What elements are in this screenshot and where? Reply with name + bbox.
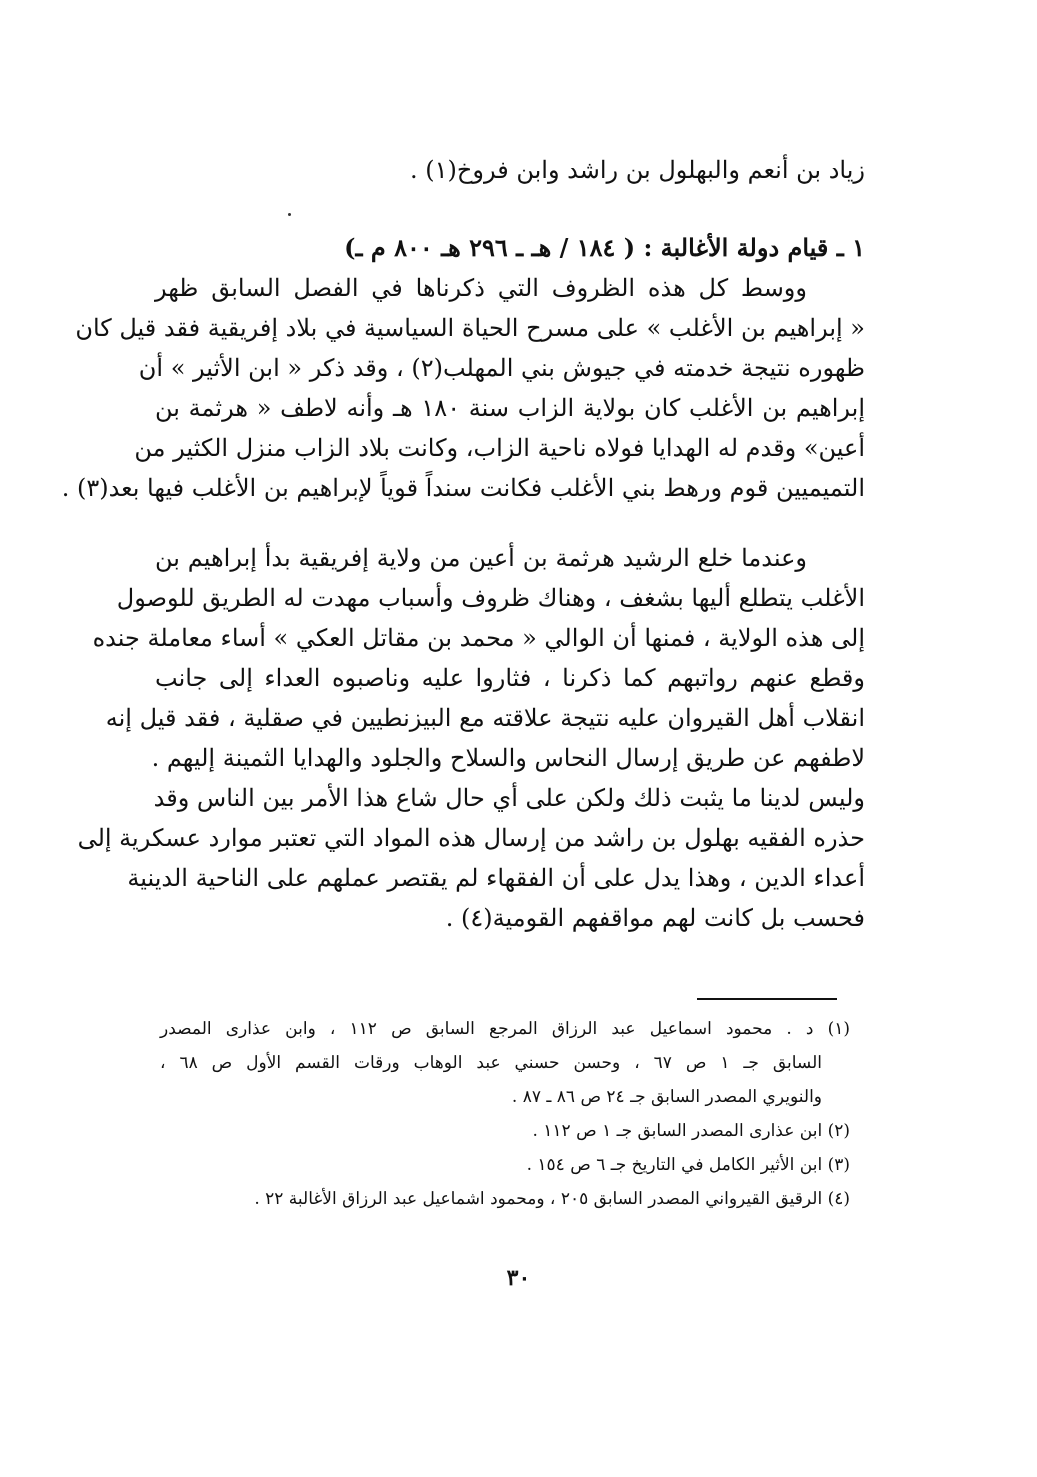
paragraph-line: أعين» وقدم له الهدايا فولاه ناحية الزاب، وكانت بلاد الزاب منزل الكثير من: [134, 434, 865, 462]
footnotes: [160, 1012, 850, 1216]
paragraph-line: « إبراهيم بن الأغلب » على مسرح الحياة السياسية في بلاد إفريقية فقد قيل كان: [75, 314, 865, 342]
paragraph-line: وقطع عنهم رواتبهم كما ذكرنا ، فثاروا عليه وناصبوه العداء إلى جانب: [155, 664, 865, 692]
paragraph-line: ووسط كل هذه الظروف التي ذكرناها في الفصل السابق ظهر: [155, 274, 807, 302]
footnote-4: (٤) الرقيق القيرواني المصدر السابق ٢٠٥ ، ومحمود اشماعيل عبد الرزاق الأغالبة ٢٢ .: [254, 1189, 850, 1209]
paragraph-line: الأغلب يتطلع أليها بشغف ، وهناك ظروف وأسباب مهدت له الطريق للوصول: [116, 584, 865, 612]
footnote-1-line-3: والنويري المصدر السابق جـ ٢٤ ص ٨٦ ـ ٨٧ .: [511, 1087, 822, 1107]
footnote-1-line-2: السابق جـ ١ ص ٦٧ ، وحسن حسني عبد الوهاب ورقات القسم الأول ص ٦٨ ،: [160, 1053, 822, 1073]
paragraph-line: وعندما خلع الرشيد هرثمة بن أعين من ولاية إفريقية بدأ إبراهيم بن: [155, 544, 807, 572]
page-number: ٣٠: [506, 1265, 531, 1291]
paragraph-line: فحسب بل كانت لهم مواقفهم القومية(٤) .: [445, 904, 865, 932]
paragraph-1: [61, 268, 865, 508]
paragraph-line: حذره الفقيه بهلول بن راشد من إرسال هذه المواد التي تعتبر موارد عسكرية إلى: [77, 824, 865, 852]
paragraph-line: التميميين قوم ورهط بني الأغلب فكانت سنداً قوياً لإبراهيم بن الأغلب فيها بعد(٣) .: [61, 474, 865, 502]
paragraph-line: إلى هذه الولاية ، فمنها أن الوالي « محمد بن مقاتل العكي » أساء معاملة جنده: [92, 624, 865, 652]
paragraph-line: إبراهيم بن الأغلب كان بولاية الزاب سنة ١٨٠ هـ وأنه لاطف « هرثمة بن: [155, 394, 865, 422]
main-text: [61, 150, 865, 938]
paragraph-2: [77, 538, 865, 938]
footnote-3: (٣) ابن الأثير الكامل في التاريخ جـ ٦ ص ١٥٤ .: [526, 1155, 850, 1175]
footnote-separator: [697, 998, 837, 1000]
paragraph-line: وليس لدينا ما يثبت ذلك ولكن على أي حال شاع هذا الأمر بين الناس وقد: [153, 784, 865, 812]
footnote-1-line-1: (١) د . محمود اسماعيل عبد الرزاق المرجع السابق ص ١١٢ ، وابن عذارى المصدر: [160, 1019, 850, 1039]
section-heading: ١ ـ قيام دولة الأغالبة : ( ١٨٤ / هـ ـ ٢٩٦ هـ ٨٠٠ م ـ): [344, 233, 865, 262]
intro-line: زياد بن أنعم والبهلول بن راشد وابن فروخ(١) .: [410, 156, 865, 184]
paragraph-gap: [155, 508, 865, 538]
paragraph-line: أعداء الدين ، وهذا يدل على أن الفقهاء لم يقتصر عملهم على الناحية الدينية: [127, 864, 865, 892]
paragraph-line: انقلاب أهل القيروان عليه نتيجة علاقته مع البيزنطيين في صقلية ، فقد قيل إنه: [105, 704, 865, 732]
footnote-2: (٢) ابن عذارى المصدر السابق جـ ١ ص ١١٢ .: [532, 1121, 850, 1141]
paragraph-line: لاطفهم عن طريق إرسال النحاس والسلاح والجلود والهدايا الثمينة إليهم .: [151, 744, 865, 772]
paragraph-line: ظهوره نتيجة خدمته في جيوش بني المهلب(٢) ، وقد ذكر « ابن الأثير » أن: [138, 354, 865, 382]
